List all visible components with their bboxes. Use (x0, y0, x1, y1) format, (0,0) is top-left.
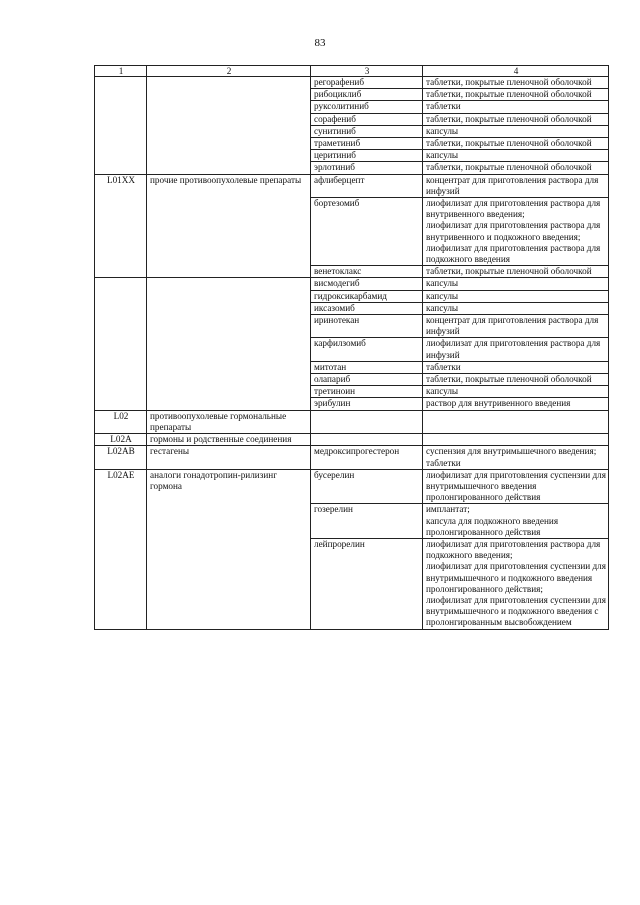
cell-drug: траметиниб (311, 138, 423, 150)
cell-drug (311, 434, 423, 446)
table-row (95, 386, 609, 398)
cell-form: таблетки, покрытые пленочной оболочкой (423, 77, 609, 89)
cell-form: концентрат для приготовления раствора для инфузий (423, 174, 609, 197)
column-header: 4 (423, 66, 609, 77)
cell-form: лиофилизат для приготовления раствора для инфузий (423, 338, 609, 361)
cell-group: аналоги гонадотропин-рилизинг гормона (147, 469, 311, 504)
table-row (95, 101, 609, 113)
cell-drug: бортезомиб (311, 198, 423, 266)
cell-drug: сунитиниб (311, 125, 423, 137)
cell-drug: иринотекан (311, 315, 423, 338)
cell-code (95, 113, 147, 125)
cell-group (147, 338, 311, 361)
table-row (95, 77, 609, 89)
cell-drug: третиноин (311, 386, 423, 398)
cell-drug: иксазомиб (311, 302, 423, 314)
cell-code (95, 278, 147, 290)
cell-form (423, 410, 609, 433)
cell-code (95, 302, 147, 314)
cell-form (423, 434, 609, 446)
cell-group (147, 398, 311, 410)
cell-form: лиофилизат для приготовления суспензии для внутримышечного введения пролонгированного действия (423, 469, 609, 504)
table-row (95, 138, 609, 150)
table-row (95, 398, 609, 410)
cell-code: L02AE (95, 469, 147, 504)
cell-group (147, 125, 311, 137)
table-row (95, 469, 609, 504)
cell-form: таблетки, покрытые пленочной оболочкой (423, 374, 609, 386)
cell-group (147, 538, 311, 629)
cell-group (147, 504, 311, 539)
cell-drug: висмодегиб (311, 278, 423, 290)
table-row (95, 278, 609, 290)
table-row (95, 410, 609, 433)
table-row (95, 89, 609, 101)
table-row (95, 125, 609, 137)
table-row (95, 162, 609, 174)
cell-code (95, 386, 147, 398)
table-row (95, 290, 609, 302)
cell-form: таблетки, покрытые пленочной оболочкой (423, 162, 609, 174)
cell-drug: эрибулин (311, 398, 423, 410)
cell-group (147, 302, 311, 314)
cell-group (147, 361, 311, 373)
cell-code: L02 (95, 410, 147, 433)
cell-form: капсулы (423, 278, 609, 290)
table-row (95, 315, 609, 338)
cell-code (95, 504, 147, 539)
cell-code (95, 266, 147, 278)
table-row (95, 150, 609, 162)
cell-group: противоопухолевые гормональные препараты (147, 410, 311, 433)
cell-group (147, 77, 311, 89)
cell-form: таблетки, покрытые пленочной оболочкой (423, 89, 609, 101)
cell-drug: эрлотиниб (311, 162, 423, 174)
cell-group: прочие противоопухолевые препараты (147, 174, 311, 197)
cell-code (95, 101, 147, 113)
cell-code (95, 361, 147, 373)
cell-drug: церитиниб (311, 150, 423, 162)
column-header: 2 (147, 66, 311, 77)
cell-form: имплантат; капсула для подкожного введения пролонгированного действия (423, 504, 609, 539)
cell-code (95, 290, 147, 302)
cell-drug: руксолитиниб (311, 101, 423, 113)
table-header-row (95, 66, 609, 77)
cell-group (147, 374, 311, 386)
table-row (95, 302, 609, 314)
cell-code (95, 338, 147, 361)
cell-code (95, 374, 147, 386)
cell-form: лиофилизат для приготовления раствора для внутривенного введения; лиофилизат для приготовления раствора для внутривенного и подкожного введения; лиофилизат для приготовления раствора для подкожного введения (423, 198, 609, 266)
cell-drug: сорафениб (311, 113, 423, 125)
cell-group (147, 89, 311, 101)
cell-drug (311, 410, 423, 433)
column-header: 1 (95, 66, 147, 77)
cell-drug: афлиберцепт (311, 174, 423, 197)
cell-code (95, 89, 147, 101)
table-row (95, 174, 609, 197)
cell-form: концентрат для приготовления раствора для инфузий (423, 315, 609, 338)
cell-group: гормоны и родственные соединения (147, 434, 311, 446)
page-number: 83 (314, 37, 326, 49)
cell-form: раствор для внутривенного введения (423, 398, 609, 410)
cell-code (95, 138, 147, 150)
cell-group: гестагены (147, 446, 311, 469)
cell-form: таблетки (423, 361, 609, 373)
cell-form: таблетки, покрытые пленочной оболочкой (423, 113, 609, 125)
cell-form: капсулы (423, 125, 609, 137)
cell-drug: карфилзомиб (311, 338, 423, 361)
table-row (95, 504, 609, 539)
table-row (95, 113, 609, 125)
cell-code: L01XX (95, 174, 147, 197)
cell-code: L02A (95, 434, 147, 446)
cell-group (147, 138, 311, 150)
cell-code (95, 538, 147, 629)
cell-code (95, 315, 147, 338)
table-row (95, 338, 609, 361)
cell-group (147, 315, 311, 338)
cell-group (147, 198, 311, 266)
cell-group (147, 290, 311, 302)
drug-table (94, 65, 609, 630)
cell-form: таблетки, покрытые пленочной оболочкой (423, 266, 609, 278)
cell-drug: регорафениб (311, 77, 423, 89)
column-header: 3 (311, 66, 423, 77)
cell-drug: митотан (311, 361, 423, 373)
cell-form: лиофилизат для приготовления раствора для подкожного введения; лиофилизат для приготовления суспензии для внутримышечного и подкожного введения пролонгированного действия; лиофилизат для приготовления суспензии для внутримышечного и подкожного введения с пролонгированным высвобождением (423, 538, 609, 629)
cell-drug: олапариб (311, 374, 423, 386)
cell-form: капсулы (423, 302, 609, 314)
table-row (95, 361, 609, 373)
cell-group (147, 266, 311, 278)
cell-code (95, 198, 147, 266)
cell-form: капсулы (423, 290, 609, 302)
cell-group (147, 113, 311, 125)
cell-drug: лейпрорелин (311, 538, 423, 629)
cell-form: таблетки (423, 101, 609, 113)
cell-code (95, 77, 147, 89)
cell-group (147, 162, 311, 174)
cell-drug: бусерелин (311, 469, 423, 504)
table-row (95, 374, 609, 386)
table-row (95, 198, 609, 266)
cell-group (147, 278, 311, 290)
table-row (95, 538, 609, 629)
cell-drug: рибоциклиб (311, 89, 423, 101)
cell-form: таблетки, покрытые пленочной оболочкой (423, 138, 609, 150)
cell-code (95, 398, 147, 410)
table-row (95, 434, 609, 446)
cell-form: капсулы (423, 386, 609, 398)
cell-group (147, 386, 311, 398)
table-row (95, 446, 609, 469)
cell-form: суспензия для внутримышечного введения; таблетки (423, 446, 609, 469)
table-row (95, 266, 609, 278)
cell-code: L02AB (95, 446, 147, 469)
cell-drug: гидроксикарбамид (311, 290, 423, 302)
cell-code (95, 125, 147, 137)
cell-group (147, 101, 311, 113)
cell-form: капсулы (423, 150, 609, 162)
cell-group (147, 150, 311, 162)
cell-drug: венетоклакс (311, 266, 423, 278)
cell-drug: медроксипрогестерон (311, 446, 423, 469)
cell-code (95, 150, 147, 162)
cell-code (95, 162, 147, 174)
cell-drug: гозерелин (311, 504, 423, 539)
